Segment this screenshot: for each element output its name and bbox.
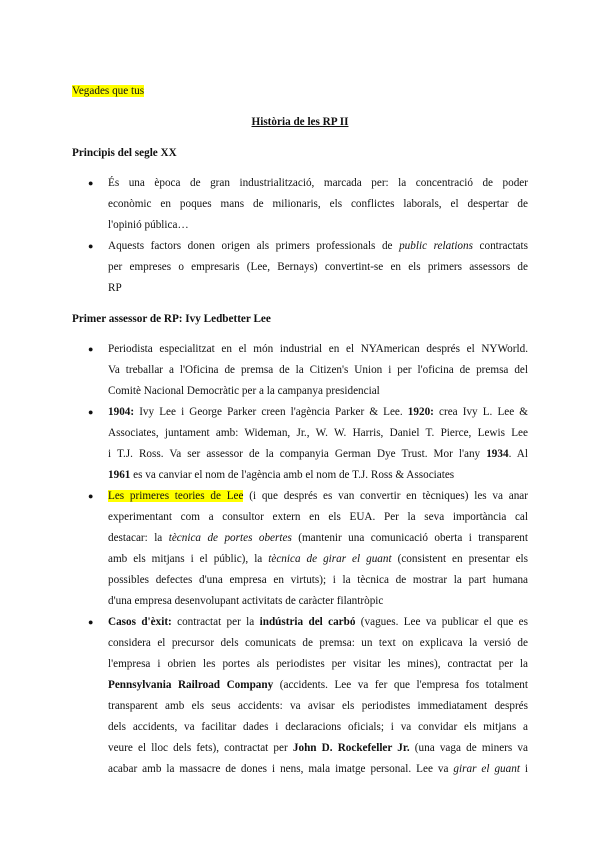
- bullet-icon: ●: [88, 344, 94, 354]
- paragraph-line: amb els mitjans i el públic), la tècnica de girar el guant (consistent en presentar els: [108, 553, 528, 565]
- paragraph-line: veure el lloc dels fets), contractat per John D. Rockefeller Jr. (una vaga de miners va: [108, 742, 528, 754]
- paragraph-line: 1904: Ivy Lee i George Parker creen l'agència Parker & Lee. 1920: crea Ivy L. Lee &: [108, 406, 528, 418]
- paragraph-line: considera el precursor dels comunicats de premsa: un text on explicava la versió de: [108, 637, 528, 649]
- bullet-icon: ●: [88, 178, 94, 188]
- paragraph-line: Aquests factors donen origen als primers professionals de public relations contractats: [108, 240, 528, 252]
- paragraph-line: transparent amb els seus accidents: va avisar els periodistes immediatament després: [108, 700, 528, 712]
- paragraph-line: Pennsylvania Railroad Company (accidents. Lee va fer que l'empresa fos totalment: [108, 679, 528, 691]
- paragraph-line: l'opinió pública…: [108, 219, 189, 231]
- paragraph-line: Associates, juntament amb: Wideman, Jr., W. W. Harris, Daniel T. Pierce, Lewis Lee: [108, 427, 528, 439]
- paragraph-line: d'una empresa desenvolupant activitats de caràcter filantròpic: [108, 595, 384, 607]
- paragraph-line: Periodista especialitzat en el món industrial en el NYAmerican després el NYWorld.: [108, 343, 528, 355]
- section-heading-lee: Primer assessor de RP: Ivy Ledbetter Lee: [72, 313, 271, 325]
- bullet-icon: ●: [88, 407, 94, 417]
- paragraph-line: Va treballar a l'Oficina de premsa de la Citizen's Union i per l'oficina de premsa del: [108, 364, 528, 376]
- paragraph-line: Comitè Nacional Democràtic per a la campanya presidencial: [108, 385, 380, 397]
- bullet-icon: ●: [88, 241, 94, 251]
- paragraph-line: dels accidents, va facilitar dades i declaracions oficials; i va convidar els mitjans a: [108, 721, 528, 733]
- paragraph-line: experimentant com a consultor extern en els EUA. Per la seva importància cal: [108, 511, 528, 523]
- paragraph-line: RP: [108, 282, 122, 294]
- paragraph-line: econòmic en poques mans de milionaris, els conflictes laborals, el despertar de: [108, 198, 528, 210]
- bullet-icon: ●: [88, 617, 94, 627]
- paragraph-line: acabar amb la massacre de dones i nens, mala imatge personal. Lee va girar el guant i: [108, 763, 529, 775]
- paragraph-line: l'empresa i obrien les portes als periodistes per visitar les mines), contractat per la: [108, 658, 528, 670]
- bullet-icon: ●: [88, 491, 94, 501]
- paragraph-line: Les primeres teories de Lee (i que després es van convertir en tècniques) les va anar: [108, 490, 528, 502]
- section-heading-principis: Principis del segle XX: [72, 147, 177, 159]
- header-note: Vegades que tus: [72, 85, 145, 97]
- paragraph-line: És una època de gran industrialització, marcada per: la concentració de poder: [108, 177, 528, 189]
- paragraph-line: 1961 es va canviar el nom de l'agència amb el nom de T.J. Ross & Associates: [108, 469, 455, 481]
- paragraph-line: Casos d'èxit: contractat per la indústria del carbó (vagues. Lee va publicar el que es: [108, 616, 528, 628]
- paragraph-line: destacar: la tècnica de portes obertes (mantenir una comunicació oberta i transparent: [108, 532, 529, 544]
- paragraph-line: per empreses o empresaris (Lee, Bernays) convertint-se en els primers assessors de: [108, 261, 528, 273]
- document-title: Història de les RP II: [251, 116, 349, 128]
- paragraph-line: i T.J. Ross. Va ser assessor de la companyia German Dye Trust. Mor l'any 1934. Al: [108, 448, 528, 460]
- paragraph-line: possibles defectes d'una empresa en virtuts); i la tècnica de mostrar la part humana: [108, 574, 528, 586]
